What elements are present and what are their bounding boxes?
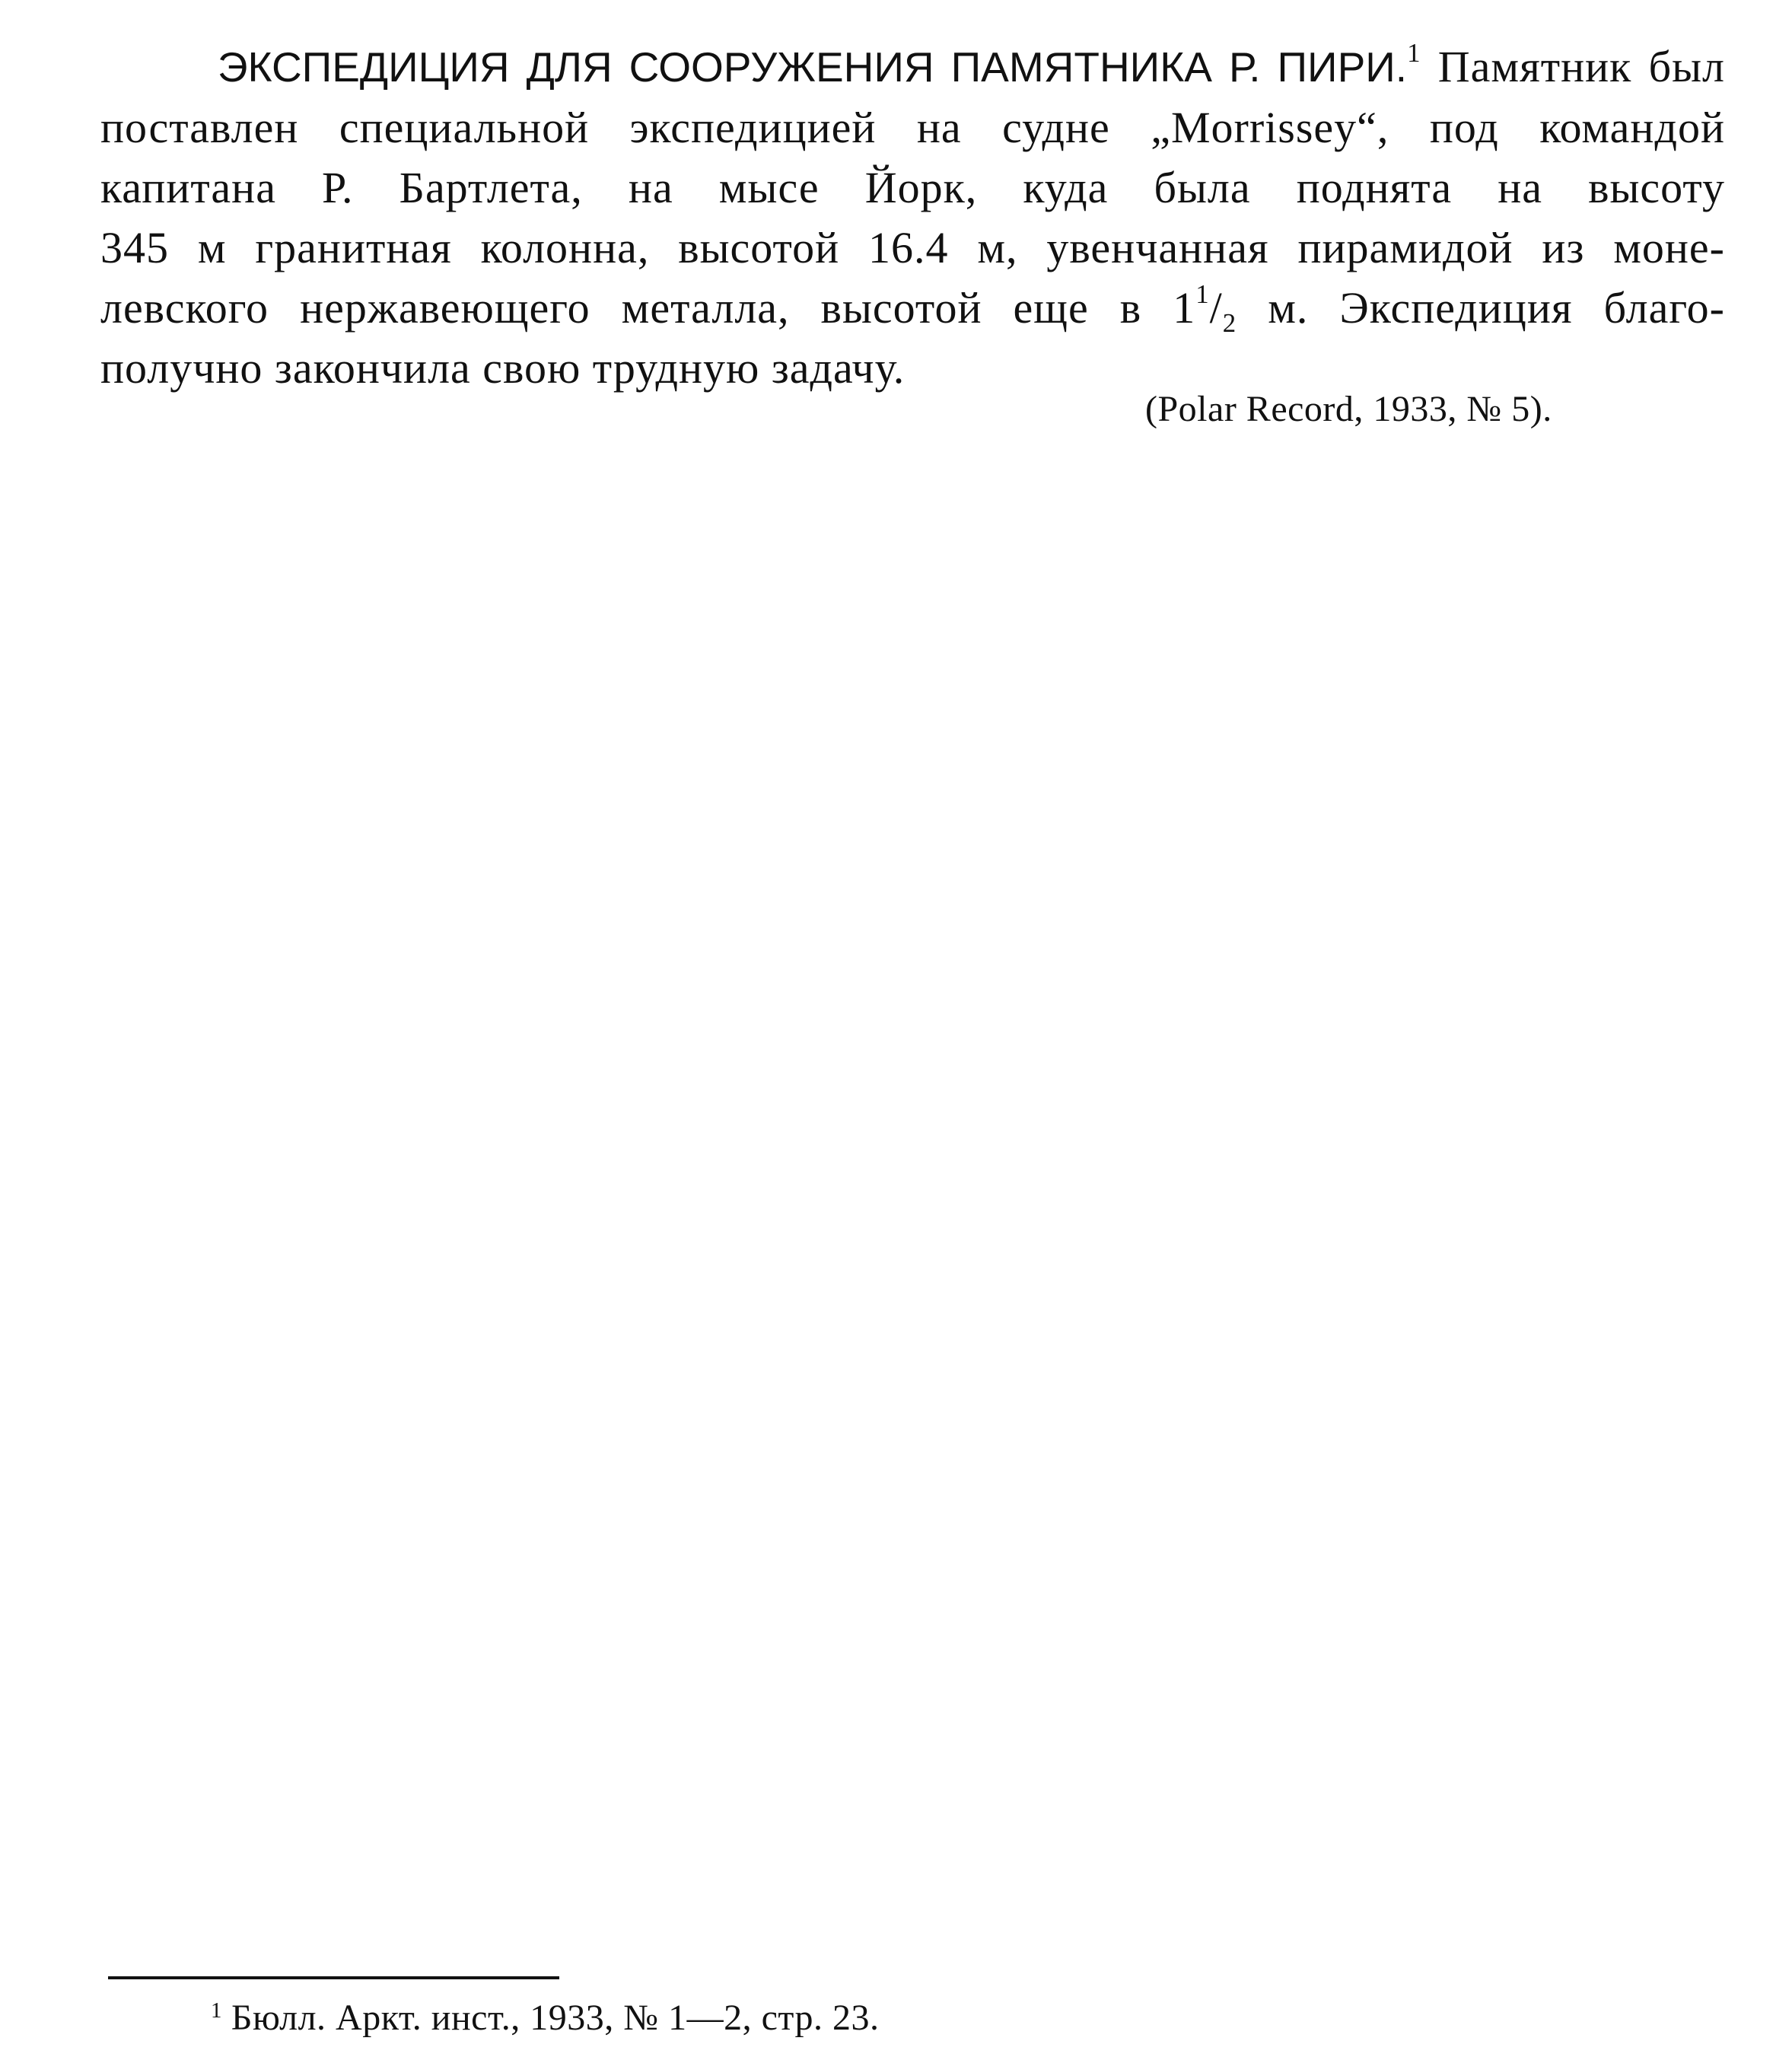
paragraph-line-2: поставлен специальной экспедицией на судне „Morrissey“, под командой xyxy=(100,103,1725,152)
paragraph-line-3: капитана Р. Бартлета, на мысе Йорк, куда была поднята на высоту xyxy=(100,163,1725,212)
fraction-numerator: 1 xyxy=(1195,279,1210,309)
paragraph-line-5-rest: м. Экспедиция благо- xyxy=(1237,283,1725,333)
paragraph-line-6: получно закончила свою трудную задачу. xyxy=(100,343,906,393)
paragraph-line-1 xyxy=(100,37,1725,97)
article-paragraph xyxy=(100,37,1725,398)
footnote-reference[interactable]: 1 xyxy=(1407,37,1421,68)
footnote-divider xyxy=(108,1976,559,1979)
paragraph-line-4: 345 м гранитная колонна, высотой 16.4 м, увенчанная пирамидой из моне- xyxy=(100,223,1725,272)
footnote-marker: 1 xyxy=(211,1998,222,2023)
footnote-text: Бюлл. Аркт. инст., 1933, № 1—2, стр. 23. xyxy=(231,1998,880,2038)
fraction-denominator: 2 xyxy=(1222,308,1237,339)
footnote xyxy=(211,1995,879,2041)
paragraph-line-1-text: Памятник был xyxy=(1437,42,1725,91)
source-citation: (Polar Record, 1933, № 5). xyxy=(1145,389,1552,429)
article-heading: ЭКСПЕДИЦИЯ ДЛЯ СООРУЖЕНИЯ ПАМЯТНИКА Р. ПИРИ. xyxy=(218,43,1408,91)
paragraph-line-5-text: левского нержавеющего металла, высотой еще в 1 xyxy=(100,283,1196,333)
fraction-slash: / xyxy=(1209,283,1223,333)
paragraph-line-5 xyxy=(100,278,1725,338)
